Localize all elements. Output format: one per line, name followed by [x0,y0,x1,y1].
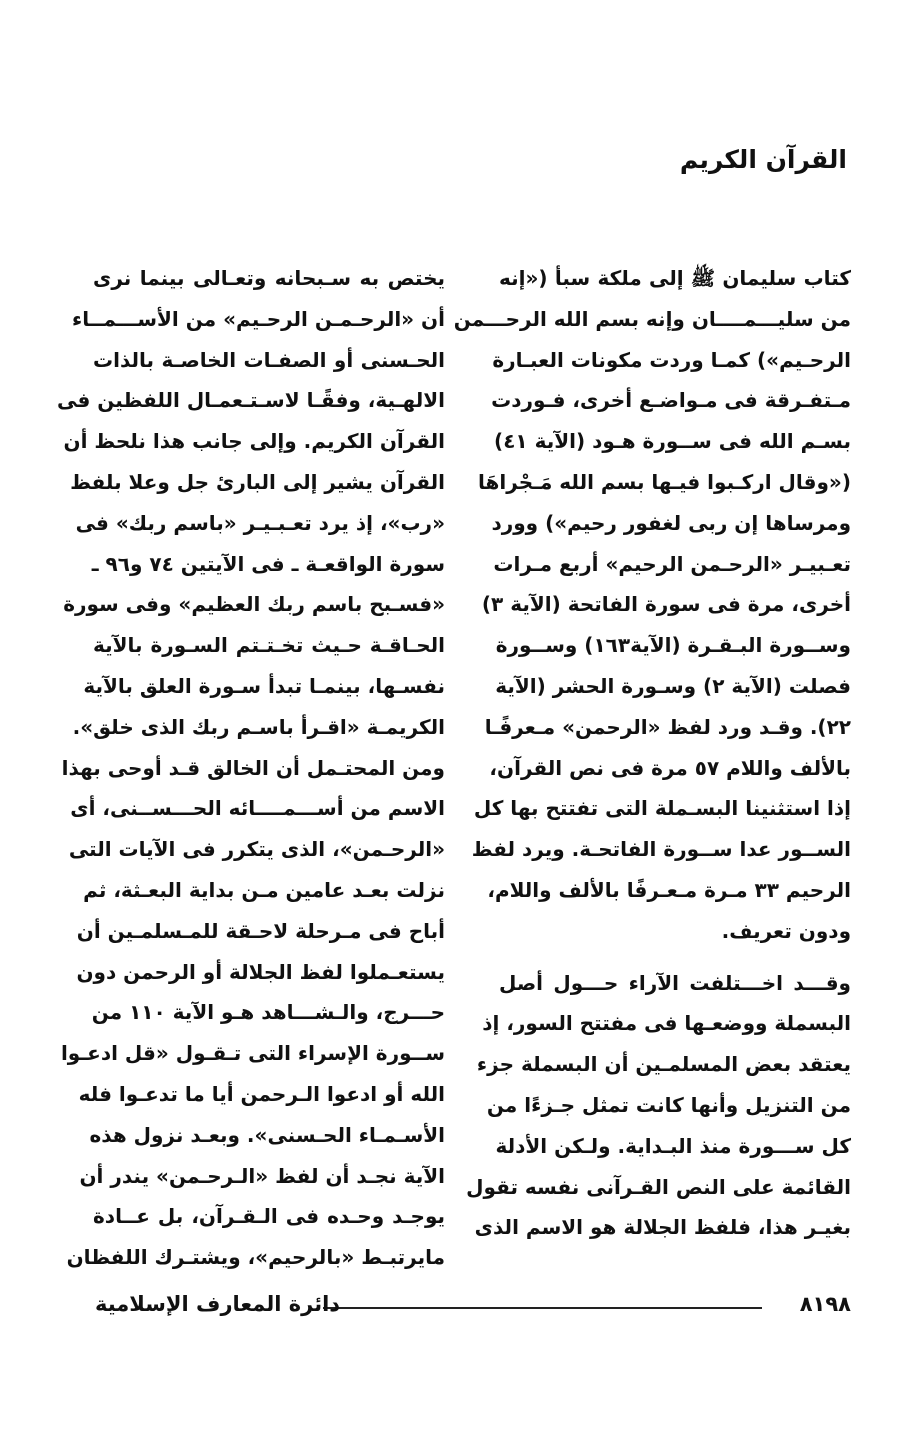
page-number: ٨١٩٨ [799,1292,851,1316]
text-line: وقـــد اخـــتلفت الآراء حـــول أصل [499,970,851,995]
page-footer [95,1292,851,1318]
encyclopedia-title: دائرة المعارف الإسلامية [95,1292,341,1316]
right-paragraph-1 [453,258,851,952]
text-line: («وقال اركـبوا فيـها بسم الله مَـجْراهَا [478,469,851,494]
text-line: ٢٢). وقـد ورد لفظ «الرحمن» مـعرفًـا [484,714,851,739]
text-line: «الرحـمن»، الذى يتكرر فى الآيات التى [68,837,445,862]
text-line: وســورة البـقـرة (الآية١٦٣) وســورة [495,633,851,658]
text-line: أن «الرحـمـن الرحـيم» من الأســـمــاء [72,306,445,331]
text-line: الســور عدا ســورة الفاتحـة. ويرد لفظ [471,837,851,862]
text-line: «فسـبح باسم ربك العظيم» وفى سورة [63,592,445,617]
text-line: تعـبيـر «الرحـمن الرحيم» أربع مـرات [493,551,851,576]
text-line: الرحـيم») كمـا وردت مكونات العبـارة [492,347,851,372]
text-line: نزلت بعـد عامين مـن بداية البعـثة، ثم [83,877,445,902]
text-line: بالألف واللام ٥٧ مرة فى نص القرآن، [489,755,851,780]
text-line: يستعـملوا لفظ الجلالة أو الرحمن دون [76,959,445,984]
text-line: القرآن الكريم. وإلى جانب هذا نلحظ أن [63,429,445,454]
text-line: الاسم من أســـمــــائه الحـــســنى، أى [70,796,445,821]
text-line: البسملة ووضعـها فى مفتتح السور، إذ [482,1011,851,1036]
text-line: ومن المحتـمل أن الخالق قـد أوحى بهذا [61,755,445,780]
text-line: مـتفـرقة فى مـواضـع أخرى، فـوردت [491,388,851,413]
right-column [453,258,851,1248]
text-line: الآية نجـد أن لفظ «الـرحـمن» يندر أن [79,1163,445,1188]
footer-divider [323,1307,762,1309]
text-line: الالهـية، وفقًـا لاسـتـعمـال اللفظين فى [57,388,445,413]
text-line: الحـسنى أو الصفـات الخاصـة بالذات [93,347,445,372]
text-line: يعتقد بعض المسلمـين أن البسملة جزء [476,1052,851,1077]
text-line: إذا استثنينا البسـملة التى تفتتح بها كل [473,796,851,821]
right-paragraph-2 [466,963,851,1249]
text-line: من التنزيل وأنها كانت تمثل جـزءًا من [486,1092,851,1117]
text-line: الله أو ادعوا الـرحمن أيا ما تدعـوا فله [78,1081,445,1106]
text-line: الرحيم ٣٣ مـرة مـعـرفًا بالألف واللام، [487,877,851,902]
text-line: بغيـر هذا، فلفظ الجلالة هو الاسم الذى [474,1215,851,1240]
text-line: مايرتبـط «بالرحيم»، ويشتـرك اللفظان [66,1245,445,1270]
left-column [57,258,445,1278]
paragraph-gap [499,952,851,963]
text-line: يختص به سـبحانه وتعـالى بينما نرى [93,266,445,290]
text-line: فصلت (الآية ٢) وسـورة الحشر (الآية [495,673,851,698]
text-line: نفسـها، بينمـا تبدأ سـورة العلق بالآية [83,673,445,698]
text-line: ودون تعريف. [721,918,851,943]
text-line: ســورة الإسراء التى تـقـول «قل ادعـوا [60,1041,445,1066]
text-line: القرآن يشير إلى البارئ جل وعلا بلفظ [70,469,445,494]
text-line: كتاب سليمان ﷺ إلى ملكة سبأ («إنه [499,266,851,290]
text-line: الحـاقـة حـيث تخـتـتم السـورة بالآية [93,633,445,658]
text-line: أخرى، مرة فى سورة الفاتحة (الآية ٣) [481,592,851,617]
text-line: القائمة على النص القـرآنى نفسه تقول [466,1174,851,1199]
text-line: يوجـد وحـده فى الـقـرآن، بل عــادة [93,1204,445,1229]
text-line: الكريمـة «اقـرأ باسـم ربك الذى خلق». [72,714,445,739]
text-line: بسـم الله فى ســورة هـود (الآية ٤١) [494,429,851,454]
text-line: من سليـــمــــان وإنه بسم الله الرحـــمن [453,306,851,331]
text-line: «رب»، إذ يرد تعـبـيـر «باسم ربك» فى [75,510,445,535]
text-line: حـــرج، والـشـــاهد هـو الآية ١١٠ من [91,1000,445,1025]
text-line: ومرساها إن ربى لغفور رحيم») وورد [491,510,851,535]
text-line: أباح فى مـرحلة لاحـقة للمـسلمـين أن [76,918,445,943]
text-line: كل ســـورة منذ البـداية. ولـكن الأدلة [495,1133,851,1158]
text-line: الأسـمـاء الحـسنى». وبعـد نزول هذه [89,1122,445,1147]
running-head-title: القرآن الكريم [679,145,847,174]
text-line: سورة الواقعـة ـ فى الآيتين ٧٤ و٩٦ ـ [91,551,445,576]
